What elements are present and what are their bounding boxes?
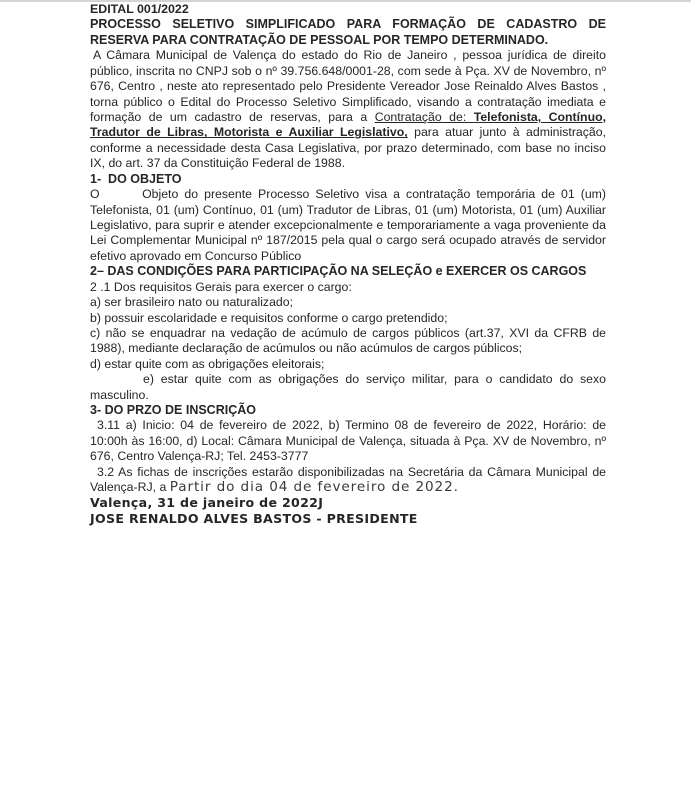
intro-paragraph bbox=[90, 48, 606, 171]
document-content bbox=[0, 2, 691, 526]
requirement-item-e: e) estar quite com as obrigações do serviço militar, para o candidato do sexo masculino. bbox=[90, 372, 606, 402]
requirement-item-c: c) não se enquadrar na vedação de acúmulo de cargos públicos (art.37, XVI da CFRB de 1988), mediante declaração de acúmulos ou não acúmulos de cargos públicos; bbox=[90, 325, 606, 356]
requirement-item-a: a) ser brasileiro nato ou naturalizado; bbox=[90, 295, 294, 310]
section3-heading: 3- DO PRZO DE INSCRIÇÃO bbox=[90, 402, 256, 417]
paragraph-32-emphasis-text: Partir do dia 04 de fevereiro de 2022. bbox=[169, 479, 459, 496]
section3-paragraph-32 bbox=[90, 465, 606, 496]
paragraph-32-normal-text: 3.2 As fichas de inscrições estarão disponibilizadas na Secretária da Câmara Municipal de Valença-RJ, a bbox=[90, 464, 606, 495]
section2-requirements-intro: 2 .1 Dos requisitos Gerais para exercer o cargo: bbox=[90, 279, 352, 294]
intro-text-pre: A Câmara Municipal de Valença do estado do Rio de Janeiro , pessoa jurídica de direito público, inscrita no CNPJ sob o nº 39.756.648/0001-28, com sede à Pça. XV de Novembro, nº 676, Centro , neste ato representado pelo Presidente Vereador Jose Reinaldo Alves Bastos , torna público o Edital do Processo Seletivo Simplificado, visando a contratação imediata e formação de um cadastro de reservas, para a bbox=[90, 48, 606, 125]
document-date-line: Valença, 31 de janeiro de 2022J bbox=[90, 495, 324, 511]
requirement-item-d: d) estar quite com as obrigações eleitorais; bbox=[90, 356, 325, 371]
section1-paragraph: O Objeto do presente Processo Seletivo visa a contratação temporária de 01 (um) Telefonista, 01 (um) Contínuo, 01 (um) Tradutor de Libras, 01 (um) Motorista, 01 (um) Auxiliar Legislativo, para suprir e atender excepcionalmente e temporariamente a vaga proveniente da Lei Complementar Municipal nº 187/2015 pela qual o cargo será ocupado através de servidor efetivo aprovado em Concurso Público bbox=[90, 187, 606, 263]
document-title: PROCESSO SELETIVO SIMPLIFICADO PARA FORMAÇÃO DE CADASTRO DE RESERVA PARA CONTRATAÇÃO DE PESSOAL POR TEMPO DETERMINADO. bbox=[90, 17, 606, 47]
intro-text-post: para atuar junto à administração, conforme a necessidade desta Casa Legislativa, por prazo determinado, com base no inciso IX, do art. 37 da Constituição Federal de 1988. bbox=[90, 125, 606, 171]
edital-number: EDITAL 001/2022 bbox=[90, 2, 189, 16]
intro-bold-underlined-text: Telefonista, Contínuo, Tradutor de Libras, Motorista e Auxiliar Legislativo, bbox=[90, 110, 607, 140]
requirement-item-b: b) possuir escolaridade e requisitos conforme o cargo pretendido; bbox=[90, 310, 448, 325]
president-signature-line: JOSE RENALDO ALVES BASTOS - PRESIDENTE bbox=[90, 510, 418, 526]
section1-heading: 1- DO OBJETO bbox=[90, 171, 182, 186]
intro-underlined-text: Contratação de: bbox=[374, 110, 474, 125]
section3-paragraph-311: 3.11 a) Inicio: 04 de fevereiro de 2022, b) Termino 08 de fevereiro de 2022, Horário: de 10:00h às 16:00, d) Local: Câmara Municipal de Valença, situada à Pça. XV de Novembro, nº 676, Centro Valença-RJ; Tel. 2453-3777 bbox=[90, 418, 606, 464]
section2-heading: 2– DAS CONDIÇÕES PARA PARTICIPAÇÃO NA SELEÇÃO e EXERCER OS CARGOS bbox=[90, 264, 587, 279]
